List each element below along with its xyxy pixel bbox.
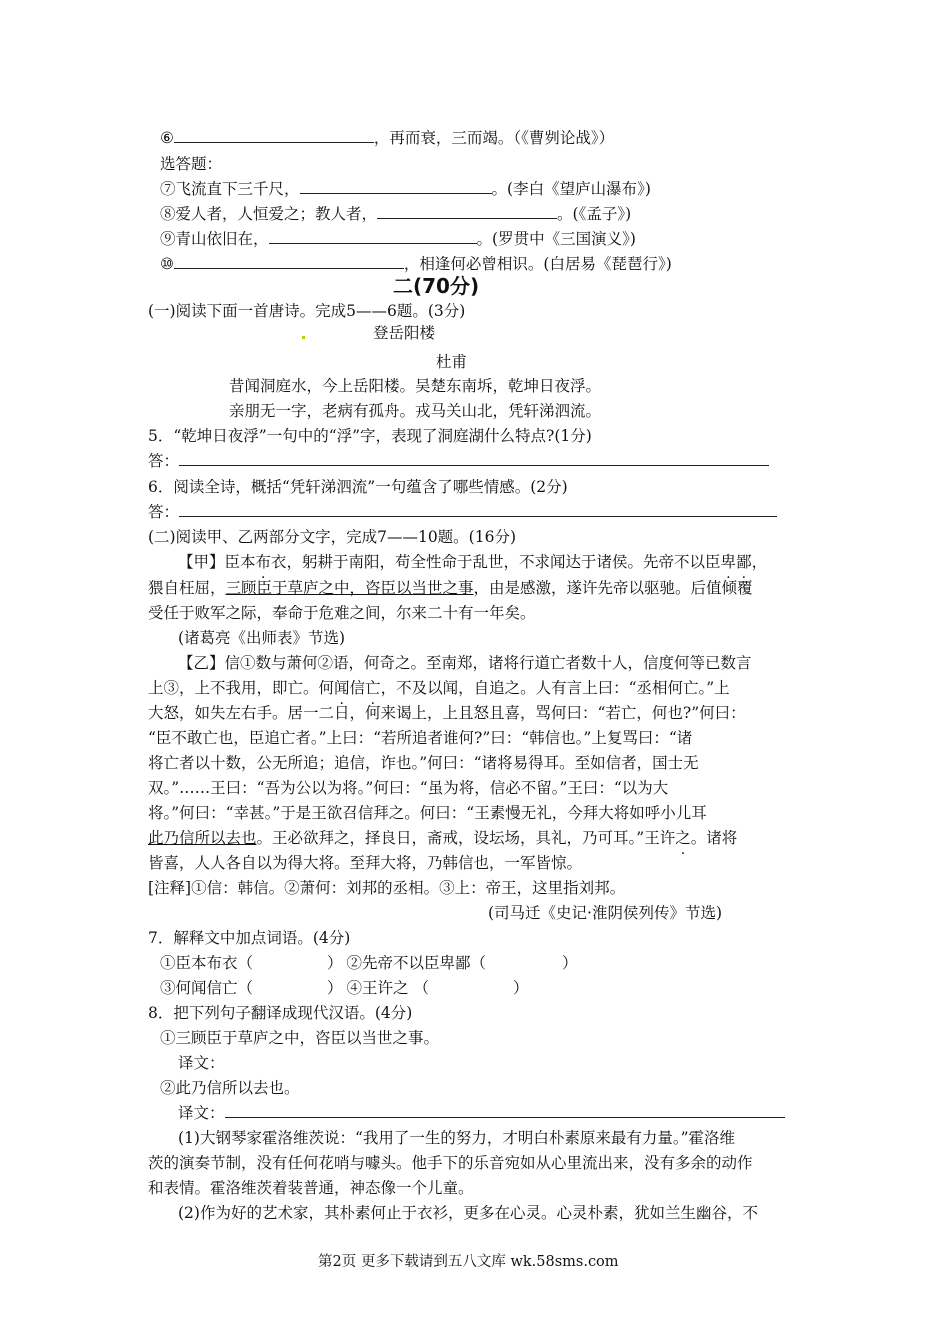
item-text: 飞流直下三千尺， — [175, 180, 300, 198]
optional-label: 选答题： — [160, 155, 223, 173]
poem-intro: (一)阅读下面一首唐诗。完成5——6题。(3分) — [148, 302, 466, 320]
jia-source: (诸葛亮《出师表》节选) — [178, 629, 346, 647]
q8-translation-1: 译文： — [178, 1054, 225, 1072]
item-source: ，相逢何必曾相识。(白居易《琵琶行》) — [403, 255, 672, 273]
jia-line-1 — [178, 552, 767, 572]
paren: ） — [327, 979, 343, 997]
answer-blank[interactable] — [174, 254, 404, 269]
paren: ） — [327, 954, 343, 972]
item-source: 。(《孟子》) — [557, 205, 632, 223]
part2-intro: (二)阅读甲、乙两部分文字，完成7——10题。(16分) — [148, 528, 516, 546]
yi-line-7: 将。”何曰：“幸甚。”于是王欲召信拜之。何曰：“王素慢无礼，今拜大将如呼小儿耳 — [148, 804, 707, 822]
poem-line-1: 昔闻洞庭水，今上岳阳楼。吴楚东南坼，乾坤日夜浮。 — [229, 377, 602, 395]
q7-row-2 — [160, 978, 528, 998]
underlined-sentence: 三顾臣于草庐之中，咨臣以当世之事 — [225, 579, 474, 597]
poem-title: 登岳阳楼 — [373, 324, 436, 342]
dotted-word: 闻 — [334, 679, 350, 697]
paren: ） — [562, 954, 578, 972]
yi-line-6: 双。”……王曰：“吾为公以为将。”何曰：“虽为将，信必不留。”王曰：“以为大 — [148, 779, 669, 797]
q8-translation-2 — [178, 1103, 785, 1123]
fill-item-9 — [160, 229, 636, 249]
item-number: ⑧ — [160, 205, 176, 223]
q7-item-c: ③何闻信亡（ — [160, 979, 254, 997]
paren: ） — [512, 979, 529, 997]
text: 猥自枉屈， — [148, 579, 226, 597]
item-number: ⑨ — [160, 230, 176, 248]
fill-item-8 — [160, 204, 631, 224]
item-text: 青山依旧在， — [175, 230, 269, 248]
item-source: 。(罗贯中《三国演义》) — [476, 230, 636, 248]
yi-line-9: 皆喜，人人各自以为得大将。至拜大将，乃韩信也，一军皆惊。 — [148, 854, 583, 872]
poem-author: 杜甫 — [436, 353, 468, 371]
answer-blank[interactable] — [179, 502, 777, 517]
answer-blank[interactable] — [179, 451, 769, 466]
q7-item-b: ②先帝不以臣卑鄙（ — [346, 954, 487, 972]
answer-line-6 — [148, 502, 777, 522]
item-text: ，再而衰，三而竭。（《曹刿论战》） — [373, 129, 615, 147]
yi-note: [注释]①信：韩信。②萧何：刘邦的丞相。③上：帝王，这里指刘邦。 — [148, 879, 626, 897]
page-footer: 第2页 更多下载请到五八文库 wk.58sms.com — [318, 1254, 619, 1270]
fill-item-10 — [160, 254, 672, 274]
q7-item-a: ①臣本布衣（ — [160, 954, 254, 972]
text: ，由是感激，遂许先帝以驱驰。后值倾覆 — [473, 579, 753, 597]
jia-line-3: 受任于败军之际，奉命于危难之间，尔来二十有一年矣。 — [148, 604, 536, 622]
item-number: ⑦ — [160, 180, 176, 198]
fill-item-6 — [160, 128, 614, 148]
dotted-word: 卑 — [720, 553, 737, 571]
text: 【甲】臣本 — [178, 553, 256, 571]
item-number: ⑩ — [160, 255, 174, 273]
fill-item-7 — [160, 179, 651, 199]
passage3-p2-line-1: (2)作为好的艺术家，其朴素何止于衣衫，更多在心灵。心灵朴素，犹如兰生幽谷，不 — [178, 1204, 758, 1222]
passage3-p1-line-3: 和表情。霍洛维茨着装普通，神态像一个儿童。 — [148, 1179, 474, 1197]
text: 衣，躬耕于南阳，苟全性命于乱世，不求闻达于诸侯。先帝不以臣 — [271, 553, 721, 571]
poem-line-2: 亲朋无一字，老病有孤舟。戎马关山北，凭轩涕泗流。 — [229, 402, 602, 420]
stray-mark — [302, 336, 305, 339]
answer-blank[interactable] — [377, 204, 557, 219]
q7-row-1 — [160, 953, 578, 973]
dotted-word: 之 — [675, 829, 691, 847]
q8-sentence-1: ①三顾臣于草庐之中，咨臣以当世之事。 — [160, 1029, 440, 1047]
text: 信 — [349, 679, 366, 697]
question-6: 6．阅读全诗，概括“凭轩涕泗流”一句蕴含了哪些情感。(2分) — [148, 478, 568, 496]
answer-blank[interactable] — [225, 1103, 785, 1118]
jia-line-2 — [148, 578, 753, 598]
yi-line-5: 将亡者以十数，公无所追；追信，诈也。”何曰：“诸将易得耳。至如信者，国士无 — [148, 754, 699, 772]
underlined-sentence: 此乃信所以去也 — [148, 829, 257, 847]
text: ， — [751, 553, 768, 571]
question-7: 7．解释文中加点词语。(4分) — [148, 929, 351, 947]
dotted-word: 鄙 — [736, 553, 752, 571]
passage3-p1-line-1: (1)大钢琴家霍洛维茨说：“我用了一生的努力，才明白朴素原来最有力量。”霍洛维 — [178, 1129, 736, 1147]
yi-line-8 — [148, 828, 737, 848]
item-source: 。(李白《望庐山瀑布》) — [491, 180, 651, 198]
q7-item-d: ④王许之 （ — [346, 979, 429, 997]
translation-label: 译文： — [178, 1104, 225, 1122]
yi-line-1: 【乙】信①数与萧何②语，何奇之。至南郑，诸将行道亡者数十人，信度何等已数言 — [178, 654, 752, 672]
text: 。王必欲拜之，择良日，斋戒，设坛场，具礼，乃可耳。”王许 — [256, 829, 676, 847]
yi-source: (司马迁《史记·淮阴侯列传》节选) — [488, 904, 723, 922]
answer-label: 答： — [148, 503, 180, 521]
answer-blank[interactable] — [269, 229, 477, 244]
section-title: 二(70分) — [393, 274, 480, 298]
question-8: 8．把下列句子翻译成现代汉语。(4分) — [148, 1004, 413, 1022]
dotted-word: 亡 — [365, 679, 381, 697]
text: 上③，上不我用，即亡。何 — [148, 679, 335, 697]
question-5: 5．“乾坤日夜浮”一句中的“浮”字，表现了洞庭湖什么特点?(1分) — [148, 427, 592, 445]
yi-line-2 — [148, 678, 730, 698]
text: 。诸将 — [690, 829, 738, 847]
yi-line-3: 大怒，如失左右手。居一二日，何来谒上，上且怒且喜，骂何曰：“若亡，何也?”何曰： — [148, 704, 746, 722]
text: ，不及以闻，自追之。人有言上曰：“丞相何亡。”上 — [380, 679, 730, 697]
answer-line-5 — [148, 451, 769, 471]
passage3-p1-line-2: 茨的演奏节制，没有任何花哨与噱头。他手下的乐音宛如从心里流出来，没有多余的动作 — [148, 1154, 753, 1172]
yi-line-4: “臣不敢亡也，臣追亡者。”上曰：“若所追者谁何?”曰：“韩信也。”上复骂曰：“诸 — [148, 729, 693, 747]
q8-sentence-2: ②此乃信所以去也。 — [160, 1079, 300, 1097]
answer-label: 答： — [148, 452, 180, 470]
item-number: ⑥ — [160, 129, 174, 147]
item-text: 爱人者，人恒爱之；教人者， — [175, 205, 378, 223]
answer-blank[interactable] — [300, 179, 492, 194]
dotted-word: 布 — [255, 553, 272, 571]
answer-blank[interactable] — [174, 128, 374, 143]
